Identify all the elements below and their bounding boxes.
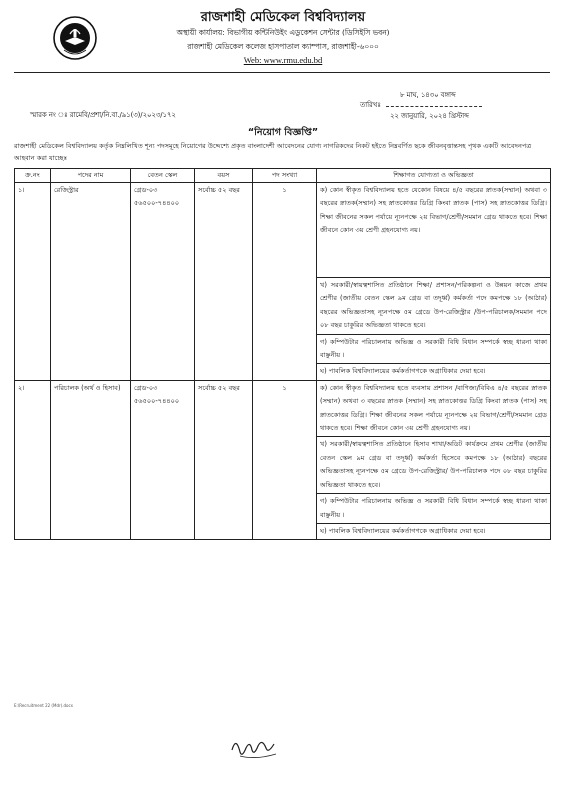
notice-intro: রাজশাহী মেডিকেল বিশ্ববিদ্যালয় কর্তৃক নিম্নলিখিত শূন্য পদসমূহে নিয়োগের উদ্দেশ্যে প্রকৃত বাংলাদেশী আবেদনের যোগ্য নাগরিকদের নিকট হইতে নিম্নবর্ণিত ছকে জীবনবৃত্তান্তসহ পৃথক একটি আবেদনপত্র আহবান করা যাচ্ছেঃ <box>14 142 532 162</box>
requirement-c: গ) কম্পিউটার পরিচালনায় অভিজ্ঞ ও সরকারী বিধি বিধান সম্পর্কে স্বচ্ছ ধারনা থাকা বাঞ্ছনীয় । <box>317 494 551 524</box>
university-title: রাজশাহী মেডিকেল বিশ্ববিদ্যালয় <box>200 10 366 25</box>
memo-number: স্মারক নং ঃ রামেবি/প্রশা/নি.বা./৯১(৩)/২০২৩/১৭২ <box>30 111 176 119</box>
date-bangla: ৮ মাঘ, ১৪৩০ বঙ্গাব্দ <box>400 91 456 99</box>
vacancy-table <box>14 168 551 540</box>
requirement-d: ঘ) পাবলিক বিশ্ববিদ্যালয়ের কর্মকর্তাগণকে অগ্রাধিকার দেয়া হবে। <box>317 523 551 539</box>
office-address: অস্থায়ী কার্যালয়: বিভাগীয় কন্টিনিউইং এডুকেশন সেন্টার (ডিসিইসি ভবন) <box>176 28 390 37</box>
date-separator <box>386 106 482 107</box>
header-age: বয়স <box>195 169 253 183</box>
website-link[interactable]: Web: www.rmu.edu.bd <box>243 55 323 65</box>
requirement-a: ক) কোন স্বীকৃত বিশ্ববিদ্যালয় হতে যেকোন বিষয়ে ৪/৫ বছরের স্নাতক(সম্মান) অথবা ৩ বছরের স্নাতক(সম্মান) সহ স্নাতকোত্তর ডিগ্রি কিংবা স্নাতক (পাস) সহ স্নাতকোত্তর ডিগ্রি। শিক্ষা জীবনের সকল পর্যায়ে ন্যূনপক্ষে ২য় বিভাগ/শ্রেণী/সমমান গ্রেড থাকতে হবে। শিক্ষা জীবনে কোন ৩য় শ্রেণী গ্রহনযোগ্য নয়। <box>317 183 551 278</box>
notice-title: “নিয়োগ বিজ্ঞপ্তি” <box>247 127 319 138</box>
row-post: পরিচালক (অর্থ ও হিসাব) <box>51 380 131 539</box>
row-pay-scale: গ্রেড-০৩ ৫৬৫০০-৭৪৪০০ <box>131 183 195 381</box>
date-label: তারিখঃ <box>360 101 381 109</box>
table-row <box>15 183 551 278</box>
row-post: রেজিস্ট্রার <box>51 183 131 381</box>
row-pay-scale: গ্রেড-০৩ ৫৬৫০০-৭৪৪০০ <box>131 380 195 539</box>
header-post-count: পদ সংখ্যা <box>253 169 317 183</box>
requirement-c: গ) কম্পিউটার পরিচালনায় অভিজ্ঞ ও সরকারী বিধি বিধান সম্পর্কে স্বচ্ছ ধারনা থাকা বাঞ্ছনীয় । <box>317 334 551 364</box>
header-divider <box>14 72 550 73</box>
table-header-row <box>15 169 551 183</box>
date-english: ২২ জানুয়ারি, ২০২৪ খ্রিস্টাব্দ <box>390 112 469 120</box>
campus-address: রাজশাহী মেডিকেল কলেজ হাসপাতাল ক্যাম্পাস, রাজশাহী-৬০০০ <box>187 42 379 51</box>
header-serial: ক্র.নং <box>15 169 51 183</box>
row-serial: ১। <box>15 183 51 381</box>
requirement-a: ক) কোন স্বীকৃত বিশ্ববিদ্যালয় হতে ব্যবসায় প্রশাসন /বাণিজ্য/বিবিএ ৪/৫ বছরের স্নাতক (সম্মান) অথবা ৩ বছরের স্নাতক (সম্মান) সহ স্নাতকোত্তর ডিগ্রি কিংবা স্নাতক (পাস) সহ স্নাতকোত্তর ডিগ্রি। শিক্ষা জীবনের সকল পর্যায়ে ন্যূনপক্ষে ২য় বিভাগ/শ্রেণী/সমমান গ্রেড থাকতে হবে। শিক্ষা জীবনে কোন ৩য় শ্রেণী গ্রহনযোগ্য নয়। <box>317 380 551 437</box>
row-serial: ২। <box>15 380 51 539</box>
requirement-d: ঘ) পাবলিক বিশ্ববিদ্যালয়ের কর্মকর্তাগণকে অগ্রাধিকার দেয়া হবে। <box>317 364 551 380</box>
header-post: পদের নাম <box>51 169 131 183</box>
row-post-count: ১ <box>253 183 317 381</box>
requirement-b: খ) সরকারী/স্বায়ত্বশাসিত প্রতিষ্ঠানে শিক্ষা/ প্রশাসন/পরিকল্পনা ও উন্নয়ন কাজে প্রথম শ্রেণীর (জাতীয় বেতন স্কেল ৯ম গ্রেড বা তদূর্ধ্ব) কর্মকর্তা পদে কমপক্ষে ১৮ (আঠার) বছরের অভিজ্ঞতাসহ ন্যূনপক্ষে ৫ম গ্রেডে উপ-রেজিস্ট্রার /উপ-পরিচালক/সমমান পদে ০৮ বছর চাকুরির অভিজ্ঞতা থাকতে হবে। <box>317 278 551 335</box>
file-path-note: E:\Recruitment 22 (Mdr).docx <box>14 703 74 708</box>
requirement-b: খ) সরকারী/স্বায়ত্বশাসিত প্রতিষ্ঠানে হিসাব শাখা/অডিট কার্যক্রমে প্রথম শ্রেণীর (জাতীয় বেতন স্কেল ৯ম গ্রেড বা তদূর্ধ্ব) কর্মকর্তা হিসেবে কমপক্ষে ১৮ (আঠার) বছরের অভিজ্ঞতাসহ ন্যূনপক্ষে ৫ম গ্রেডে উপ-রেজিস্ট্রার/ উপ-পরিচালক পদে ০৮ বছর চাকুরির অভিজ্ঞতা থাকতে হবে। <box>317 437 551 494</box>
row-age: সর্বোচ্চ ৫২ বছর <box>195 183 253 381</box>
row-age: সর্বোচ্চ ৫২ বছর <box>195 380 253 539</box>
signature <box>226 726 286 766</box>
table-row <box>15 380 551 437</box>
header-pay-scale: বেতন স্কেল <box>131 169 195 183</box>
row-post-count: ১ <box>253 380 317 539</box>
header-qualification: শিক্ষাগত যোগ্যতা ও অভিজ্ঞতা <box>317 169 551 183</box>
